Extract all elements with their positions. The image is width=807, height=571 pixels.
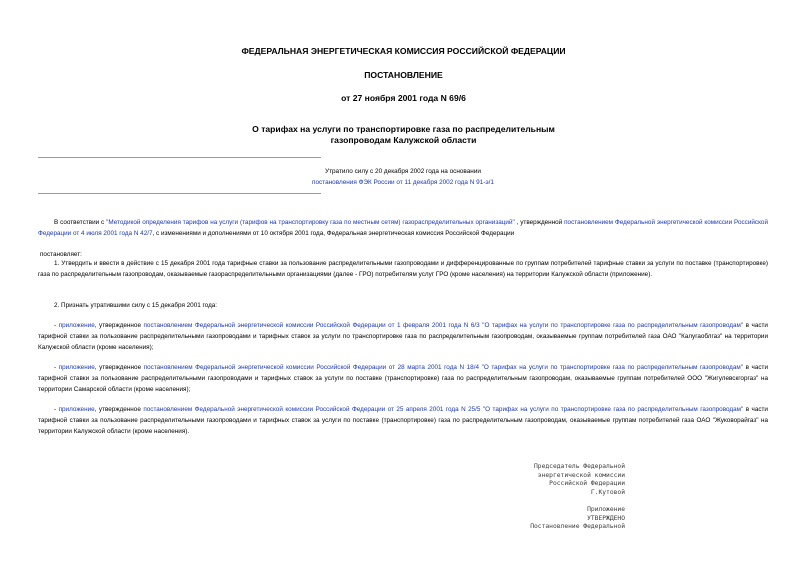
appendix-line: Постановление Федеральной bbox=[530, 523, 625, 531]
signature-block bbox=[470, 463, 625, 497]
preamble-text-1: В соответствии с bbox=[54, 219, 107, 226]
item-dash: - bbox=[54, 406, 59, 413]
resolution-42-7-link[interactable]: постановлением Федеральной энергетической комиссии Российской Федерации от 4 июля 2001 года N 42/7 bbox=[38, 219, 768, 238]
item-text: в части тарифной ставки за пользование распределительными газопроводами и тарифных ставок за услуги по транспортировке газа по распределительным газопроводам, оказываемые группам потребителей газа ОАО "Калугаоблгаз" на территории Калужской области (кроме населения); bbox=[38, 322, 768, 352]
signature-line: Г.Кутовой bbox=[590, 488, 625, 496]
repeal-note-text: Утратило силу с 20 декабря 2002 года на основании bbox=[325, 168, 481, 175]
document-title-line-1: О тарифах на услуги по транспортировке газа по распределительным bbox=[252, 124, 555, 134]
resolves-word: постановляет: bbox=[40, 251, 82, 258]
repealed-item-1 bbox=[38, 320, 768, 354]
item-text: в части тарифной ставки за пользование распределительными газопроводами и тарифных ставок за услуги по поставке (транспортировке) газа по распределительным газопроводам, оказываемые группам потребителей газа ОАО "Жуковорайгаз" на территории Калужской области (кроме населения). bbox=[38, 406, 768, 436]
separator-rule-top bbox=[38, 157, 321, 158]
document-date-number: от 27 ноября 2001 года N 69/6 bbox=[341, 93, 466, 103]
appendix-link-1[interactable]: приложение bbox=[58, 322, 95, 329]
item-text: , утвержденное bbox=[94, 406, 144, 413]
document-type: ПОСТАНОВЛЕНИЕ bbox=[364, 70, 443, 80]
appendix-line: УТВЕРЖДЕНО bbox=[587, 514, 625, 522]
item-text: в части тарифной ставки за пользование распределительными газопроводами и тарифных ставок за услуги по поставке (транспортировке) газа по распределительным газопроводам, оказываемые группам потребителей ООО "Жигулевскгоргаз" на территории Самарской области (кроме населения); bbox=[38, 364, 768, 394]
appendix-header-block bbox=[470, 506, 625, 532]
item-text: , утвержденное bbox=[94, 322, 144, 329]
appendix-link-2[interactable]: приложение bbox=[58, 364, 95, 371]
item-dash: - bbox=[54, 364, 59, 371]
resolution-6-3-link[interactable]: постановлением Федеральной энергетической комиссии Российской Федерации от 1 февраля 2001 года N 6/3 "О тарифах на услуги по транспортировке газа по распределительным газопроводам" bbox=[143, 322, 744, 329]
repealed-item-2 bbox=[38, 362, 768, 396]
separator-rule-bottom bbox=[38, 193, 321, 194]
repealed-item-3 bbox=[38, 404, 768, 438]
item-text: , утвержденное bbox=[94, 364, 144, 371]
organization-heading: ФЕДЕРАЛЬНАЯ ЭНЕРГЕТИЧЕСКАЯ КОМИССИЯ РОССИЙСКОЙ ФЕДЕРАЦИИ bbox=[241, 46, 566, 56]
signature-line: Российской Федерации bbox=[549, 480, 625, 488]
methodology-link[interactable]: "Методикой определения тарифов на услуги (тарифов на транспортировку газа по местным сетям) газораспределительных организаций" bbox=[106, 219, 515, 226]
signature-line: энергетической комиссии bbox=[537, 471, 625, 479]
signature-line: Председатель Федеральной bbox=[534, 463, 625, 470]
preamble-paragraph bbox=[38, 217, 768, 239]
preamble-text-2: , утвержденной bbox=[514, 219, 565, 226]
resolution-18-4-link[interactable]: постановлением Федеральной энергетической комиссии Российской Федерации от 28 марта 2001 года N 18/4 "О тарифах на услуги по транспортировке газа по распределительным газопроводам" bbox=[143, 364, 744, 371]
clause-1-paragraph: 1. Утвердить и ввести в действие с 15 декабря 2001 года тарифные ставки за пользование распределительными газопроводами и дифференцированные по группам потребителей тарифные ставки за услуги по поставке (транспортировке) газа по распределительным газопроводам, оказываемые газораспределительными организациями (далее - ГРО) потребителям услуг ГРО (кроме населения) на территории Калужской области (приложение). bbox=[38, 260, 768, 279]
appendix-line: Приложение bbox=[587, 506, 625, 513]
preamble-text-3: , с изменениями и дополнениями от 10 октября 2001 года, Федеральная энергетическая комиссия Российской Федерации bbox=[152, 230, 515, 238]
appendix-link-3[interactable]: приложение bbox=[58, 406, 95, 413]
item-dash: - bbox=[54, 322, 59, 329]
repeal-note-link-line bbox=[200, 178, 606, 188]
clause-2-paragraph: 2. Признать утратившими силу с 15 декабря 2001 года: bbox=[54, 302, 218, 309]
repeal-note-link[interactable]: постановления ФЭК России от 11 декабря 2002 года N 91-э/1 bbox=[312, 179, 494, 186]
resolution-25-5-link[interactable]: постановлением Федеральной энергетической комиссии Российской Федерации от 25 апреля 2001 года N 25/5 "О тарифах на услуги по транспортировке газа по распределительным газопроводам" bbox=[143, 406, 744, 413]
document-title-line-2: газопроводам Калужской области bbox=[330, 135, 477, 145]
